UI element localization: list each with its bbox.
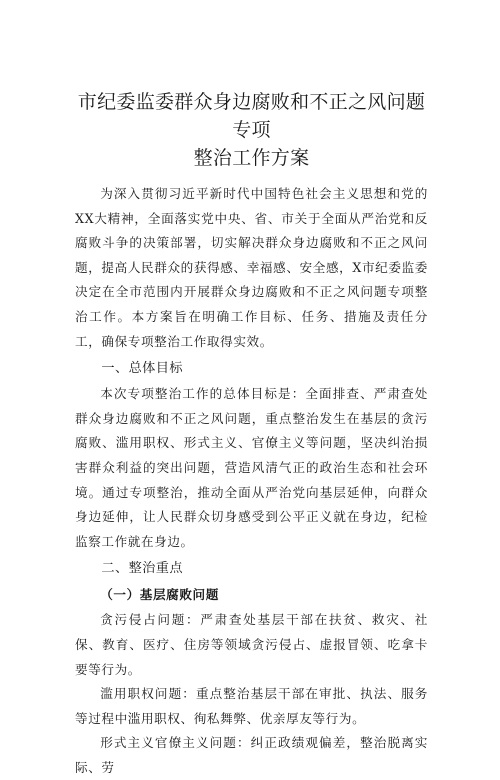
- list-item-formalism: 形式主义官僚主义问题：纠正政绩观偏差，整治脱离实际、劳: [75, 735, 428, 775]
- title-line-2: 整治工作方案: [193, 147, 310, 169]
- section-2-heading: 二、整治重点: [101, 561, 183, 577]
- list-item-embezzlement: 贪污侵占问题：严肃查处基层干部在扶贫、救灾、社保、教育、医疗、住房等领域贪污侵占、虚报冒领、吃拿卡要等行为。: [75, 612, 428, 677]
- section-1-body: 本次专项整治工作的总体目标是：全面排查、严肃查处群众身边腐败和不正之风问题，重点整治发生在基层的贪污腐败、滥用职权、形式主义、官僚主义等问题，坚决纠治损害群众利益的突出问题，营造风清气正的政治生态和社会环境。通过专项整治，推动全面从严治党向基层延伸，向群众身边延伸，让人民群众切身感受到公平正义就在身边，纪检监察工作就在身边。: [75, 386, 428, 549]
- list-item-abuse-of-power: 滥用职权问题：重点整治基层干部在审批、执法、服务等过程中滥用职权、徇私舞弊、优亲厚友等行为。: [75, 686, 428, 726]
- section-1-heading: 一、总体目标: [101, 361, 183, 377]
- title-line-1: 市纪委监委群众身边腐败和不正之风问题专项: [77, 91, 426, 141]
- document-title: [75, 88, 428, 172]
- subsection-1-heading: （一）基层腐败问题: [100, 587, 219, 603]
- intro-paragraph: 为深入贯彻习近平新时代中国特色社会主义思想和党的XX大精神，全面落实党中央、省、市关于全面从严治党和反腐败斗争的决策部署，切实解决群众身边腐败和不正之风问题，提高人民群众的获得感、幸福感、安全感，X市纪委监委决定在全市范围内开展群众身边腐败和不正之风问题专项整治工作。本方案旨在明确工作目标、任务、措施及责任分工，确保专项整治工作取得实效。: [75, 186, 428, 349]
